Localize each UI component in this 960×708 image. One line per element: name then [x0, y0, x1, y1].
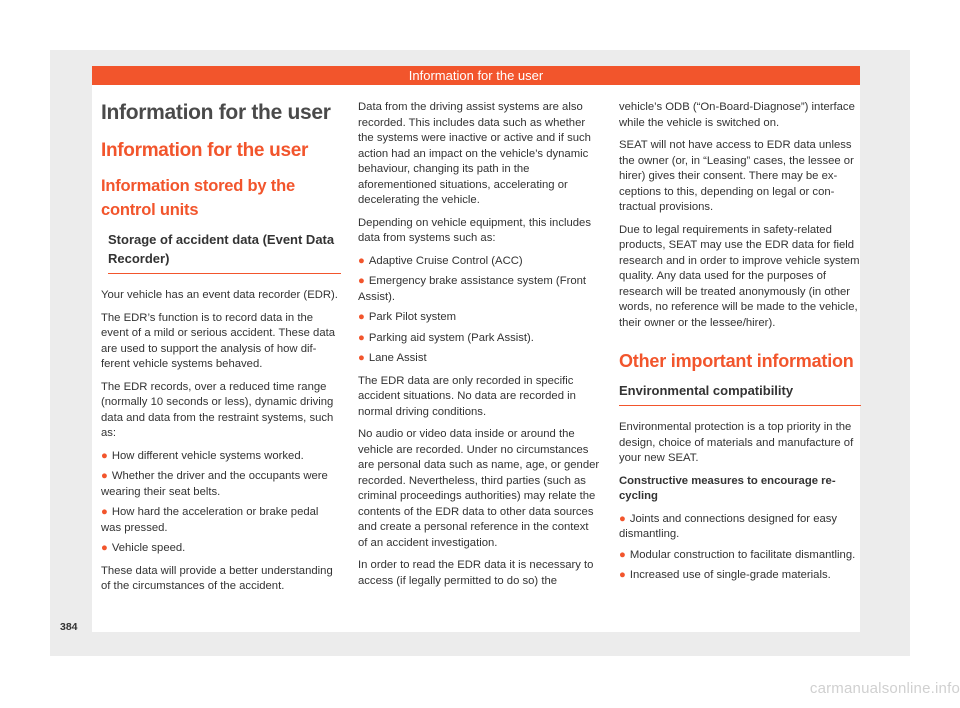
chapter-title: Information for the user	[101, 101, 331, 124]
paragraph: SEAT will not have access to EDR data unless the owner (or, in “Leasing” cases, the lessee or hirer) gives their consent. There may be exceptions to this, depending on legal or contractual provisions.	[619, 139, 854, 213]
running-header: Information for the user	[92, 66, 860, 85]
paragraph: Your vehicle has an event data recorder (EDR).	[101, 289, 338, 301]
list-item: ● How hard the acceleration or brake pedal was pressed.	[101, 506, 319, 534]
bullet-icon: ●	[358, 275, 365, 287]
topic-heading: Environmental compatibility	[619, 381, 861, 406]
bullet-icon: ●	[619, 569, 626, 581]
bullet-icon: ●	[101, 449, 108, 462]
paragraph: Data from the driving assist systems are also recorded. This includes data such as whether the systems were inactive or active and if such action had an impact on the vehicle’s dynamic behaviour, changing its path in the aforementioned situations, accelerating or decelerating the vehicle.	[358, 101, 591, 206]
paragraph: In order to read the EDR data it is necessary to access (if legally permitted to do so) the	[358, 559, 594, 587]
watermark: carmanualsonline.info	[809, 680, 960, 697]
page-number: 384	[60, 621, 78, 633]
paragraph: vehicle’s ODB (“On-Board-Diagnose”) interface while the vehicle is switched on.	[619, 101, 855, 129]
list-item: ● How different vehicle systems worked.	[101, 449, 304, 462]
paragraph: Depending on vehicle equipment, this includes data from systems such as:	[358, 216, 591, 244]
paragraph: Environmental protection is a top priority in the design, choice of materials and manufacture of your new SEAT.	[619, 421, 854, 464]
subsection-title: Information stored by the control units	[101, 177, 295, 219]
topic-heading: Storage of accident data (Event Data Recorder)	[108, 230, 341, 274]
list-item: ● Parking aid system (Park Assist).	[358, 331, 534, 344]
list-item: ● Joints and connections designed for easy dismantling.	[619, 512, 838, 540]
list-item: ● Modular construction to facilitate dismantling.	[619, 548, 856, 561]
column-1	[101, 100, 341, 602]
bold-paragraph: Constructive measures to encourage recycling	[619, 474, 836, 502]
paragraph: The EDR data are only recorded in specific accident situations. No data are recorded in normal driving conditions.	[358, 374, 576, 418]
bullet-icon: ●	[358, 352, 365, 364]
bullet-icon: ●	[358, 254, 365, 267]
list-item: ● Whether the driver and the occupants were wearing their seat belts.	[101, 470, 328, 498]
bullet-icon: ●	[619, 548, 626, 561]
bullet-icon: ●	[358, 311, 365, 323]
column-3	[619, 100, 861, 589]
paragraph: Due to legal requirements in safety-related products, SEAT may use the EDR data for field research and in order to improve vehicle system quality. Any data used for the purposes of research will be treated anonymously (in other words, no reference will be made to the vehicle, their owner or the lessee/hirer).	[619, 223, 860, 329]
paragraph: These data will provide a better understanding of the circumstances of the accident.	[101, 564, 333, 592]
paragraph: The EDR’s function is to record data in the event of a mild or serious accident. These data are used to support the analysis of how different vehicle systems behaved.	[101, 311, 336, 370]
column-2	[358, 100, 600, 596]
list-item: ● Vehicle speed.	[101, 542, 186, 554]
section-title: Other important information	[619, 351, 854, 371]
bullet-icon: ●	[101, 506, 108, 518]
list-item: ● Park Pilot system	[358, 311, 457, 323]
list-item: ● Adaptive Cruise Control (ACC)	[358, 254, 523, 267]
bullet-icon: ●	[101, 470, 108, 482]
bullet-icon: ●	[358, 331, 365, 344]
list-item: ● Lane Assist	[358, 352, 427, 364]
paragraph: No audio or video data inside or around the vehicle are recorded. Under no circumstances are personal data such as name, age, or gender recorded. Nevertheless, third parties (such as criminal proceedings authorities) may relate the contents of the EDR data to other data sources and create a personal reference in the context of an accident investigation.	[358, 428, 600, 549]
list-item: ● Increased use of single-grade materials.	[619, 569, 831, 581]
bullet-icon: ●	[101, 542, 108, 554]
section-title: Information for the user	[101, 140, 309, 161]
bullet-icon: ●	[619, 512, 626, 525]
list-item: ● Emergency brake assistance system (Front Assist).	[358, 275, 587, 303]
paragraph: The EDR records, over a reduced time range (normally 10 seconds or less), dynamic driving data and data from the restraint systems, such as:	[101, 380, 334, 439]
